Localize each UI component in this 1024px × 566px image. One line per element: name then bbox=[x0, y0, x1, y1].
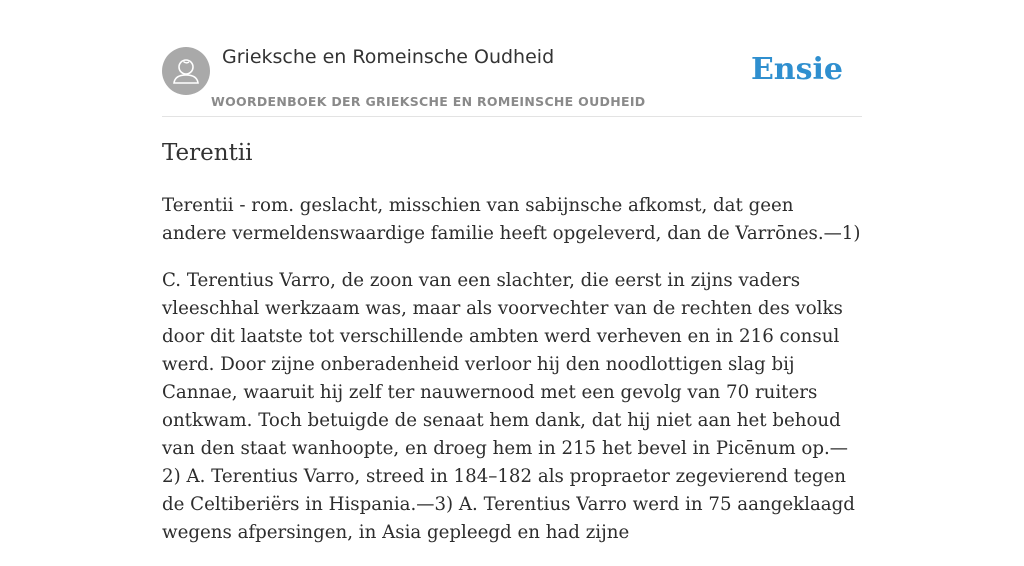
site-subtitle[interactable]: WOORDENBOEK DER GRIEKSCHE EN ROMEINSCHE OUDHEID bbox=[211, 94, 646, 109]
user-avatar-icon[interactable] bbox=[162, 47, 210, 95]
page-title: Terentii bbox=[162, 140, 253, 166]
site-title[interactable]: Grieksche en Romeinsche Oudheid bbox=[222, 46, 555, 68]
brand-logo[interactable]: Ensie bbox=[750, 52, 843, 87]
entry-body bbox=[162, 192, 862, 566]
entry-paragraph: Terentii - rom. geslacht, misschien van sabijnsche afkomst, dat geen andere vermeldenswaardige familie heeft opgeleverd, dan de Varrōnes.—1) bbox=[162, 195, 861, 244]
site-header bbox=[162, 0, 862, 117]
page bbox=[162, 0, 862, 543]
entry-paragraph: C. Terentius Varro, de zoon van een slachter, die eerst in zijns vaders vleeschhal werkzaam was, maar als voorvechter van de rechten des volks door dit laatste tot verschillende ambten werd verheven en in 216 consul werd. Door zijne onberadenheid verloor hij den noodlottigen slag bij Cannae, waaruit hij zelf ter nauwernood met een gevolg van 70 ruiters ontkwam. Toch betuigde de senaat hem dank, dat hij niet aan het behoud van den staat wanhoopte, en droeg hem in 215 het bevel in Picēnum op.—2) A. Terentius Varro, streed in 184–182 als propraetor zegevierend tegen de Celtiberiërs in Hispania.—3) A. Terentius Varro werd in 75 aangeklaagd wegens afpersingen, in Asia gepleegd en had zijne bbox=[162, 270, 855, 543]
